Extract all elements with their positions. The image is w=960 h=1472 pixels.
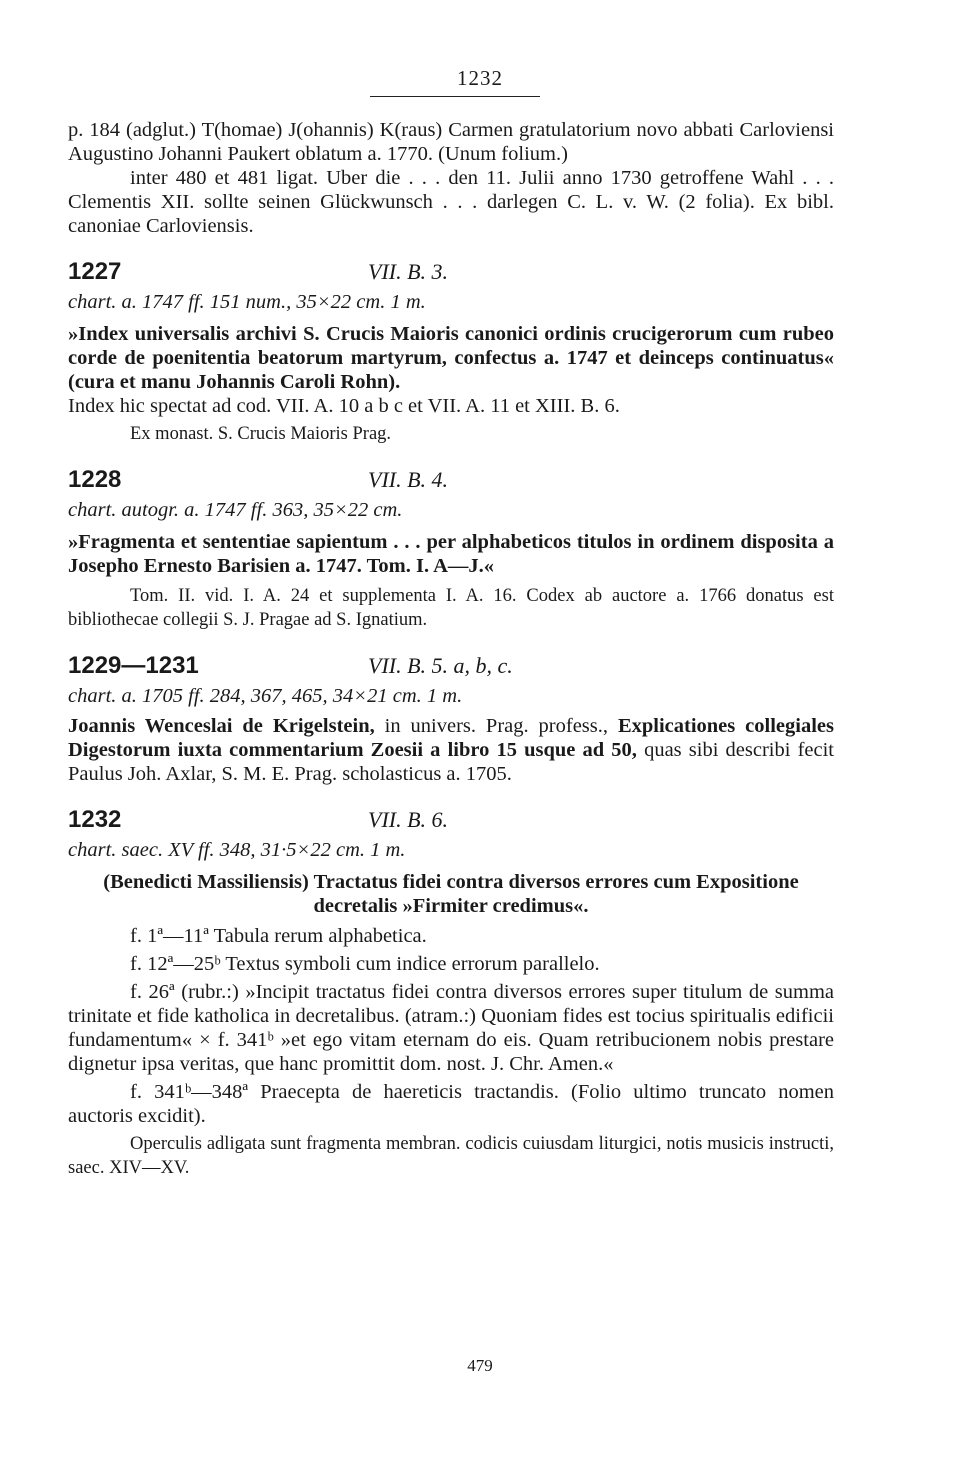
entry-title-work: Explicationes collegiales Digestorum iuxta commentarium Zoesii a libro 15 usque ad 50, [68, 715, 834, 761]
contents-item: f. 26ª (rubr.:) »Incipit tractatus fidei contra diversos errores super titulum de summa trinitate et fide katholica in decretalibus. (atram.:) Quoniam fides est tocius spiritualis edificii fundamentum« × f. 341ᵇ »et ego vitam eternam do eis. Quam retribucionem nobis prestare dignetur ipsa veritas, que hanc promittit dom. nost. J. Chr. Amen.« [68, 981, 834, 1075]
entry-title: »Fragmenta et sententiae sapientum . . . per alphabeticos titulos in ordinem disposita a Josepho Ernesto Barisien a. 1747. Tom. I. A—J.« [68, 531, 834, 577]
entry-1227-heading [68, 260, 834, 284]
entry-title: (Benedicti Massiliensis) Tractatus fidei contra diversos errores cum Expositione decretalis »Firmiter credimus«. [103, 871, 799, 917]
entry-1228-heading [68, 468, 834, 492]
contents-item: f. 12ª—25ᵇ Textus symboli cum indice errorum parallelo. [130, 953, 600, 975]
entry-number: 1229—1231 [68, 652, 199, 679]
entry-note: Tom. II. vid. I. A. 24 et supplementa I. A. 16. Codex ab auctore a. 1766 donatus est bibliothecae collegii S. J. Pragae ad S. Ignatium. [68, 586, 834, 630]
entry-number: 1232 [68, 806, 122, 833]
entry-title-author: Joannis Wenceslai de Krigelstein, [68, 715, 375, 737]
entry-1232-heading [68, 808, 834, 832]
intro-line-1: p. 184 (adglut.) T(homae) J(ohannis) K(raus) Carmen gratulatorium novo abbati Carloviensi Augustino Johanni Paukert oblatum a. 1770. (Unum folium.) [68, 119, 834, 165]
entry-provenance: Ex monast. S. Crucis Maioris Prag. [130, 424, 392, 444]
entry-title-scribe: quas sibi describi fecit Paulus Joh. Axlar, S. M. E. Prag. scholasticus a. 1705. [68, 739, 834, 785]
running-head: 1232 [457, 66, 503, 90]
entry-description: chart. saec. XV ff. 348, 31·5×22 cm. 1 m. [68, 839, 406, 861]
shelfmark: VII. B. 4. [368, 467, 449, 492]
entry-description: chart. a. 1705 ff. 284, 367, 465, 34×21 cm. 1 m. [68, 685, 463, 707]
entry-title [68, 714, 834, 786]
shelfmark: VII. B. 5. a, b, c. [368, 653, 513, 678]
entry-number: 1227 [68, 258, 122, 285]
shelfmark: VII. B. 6. [368, 807, 449, 832]
entry-title: »Index universalis archivi S. Crucis Maioris canonici ordinis crucigerorum cum rubeo corde de poenitentia beatorum martyrum, confectus a. 1747 et deinceps continuatus« (cura et manu Johannis Caroli Rohn). [68, 323, 834, 393]
entry-title-office: in univers. Prag. profess., [374, 715, 609, 737]
entry-note: Index hic spectat ad cod. VII. A. 10 a b c et VII. A. 11 et XIII. B. 6. [68, 395, 620, 417]
contents-item: f. 341ᵇ—348ª Praecepta de haereticis tractandis. (Folio ultimo truncato nomen auctoris excidit). [68, 1081, 834, 1127]
entry-description: chart. autogr. a. 1747 ff. 363, 35×22 cm. [68, 499, 403, 521]
intro-line-2: inter 480 et 481 ligat. Uber die . . . den 11. Julii anno 1730 getroffene Wahl . . . Clementis XII. sollte seinen Glückwunsch . . . darlegen C. L. v. W. (2 folia). Ex bibl. canoniae Carloviensis. [68, 167, 834, 237]
header-rule [370, 96, 540, 97]
page-content [68, 118, 834, 1180]
entry-number: 1228 [68, 466, 122, 493]
entry-note: Operculis adligata sunt fragmenta membran. codicis cuiusdam liturgici, notis musicis instructi, saec. XIV—XV. [68, 1134, 834, 1178]
entry-1229-heading [68, 654, 834, 678]
shelfmark: VII. B. 3. [368, 259, 449, 284]
page-number: 479 [467, 1356, 493, 1375]
contents-item: f. 1ª—11ª Tabula rerum alphabetica. [130, 925, 427, 947]
entry-description: chart. a. 1747 ff. 151 num., 35×22 cm. 1 m. [68, 291, 426, 313]
